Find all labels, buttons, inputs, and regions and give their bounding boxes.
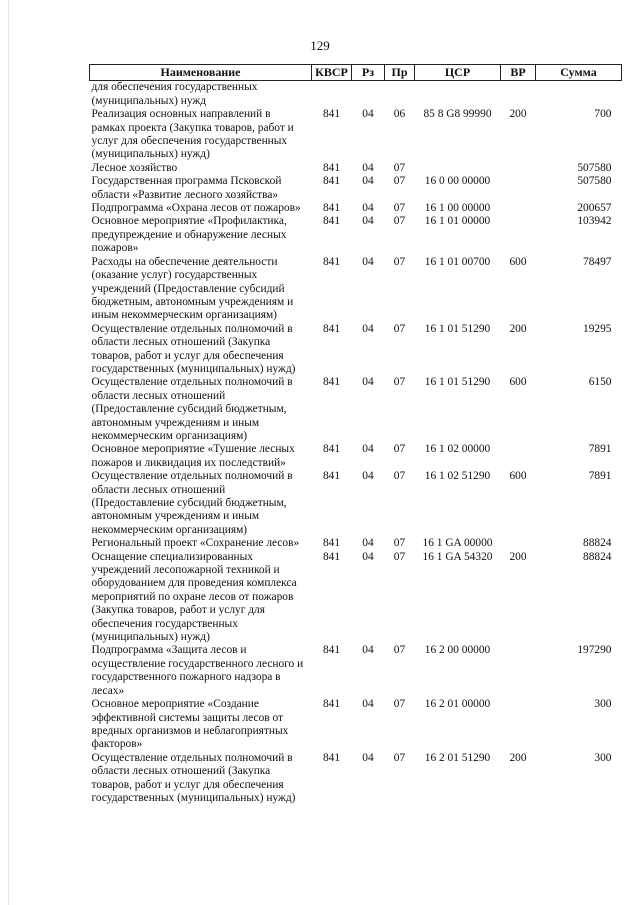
cell-name: Осуществление отдельных полномочий в области лесных отношений (Закупка товаров, работ и услуг для обеспечения государственных (муниципальных) нужд) xyxy=(91,751,296,804)
cell-rz xyxy=(352,81,385,108)
cell-vr xyxy=(501,644,536,698)
cell-rz: 04 xyxy=(362,215,374,228)
header-pr: Пр xyxy=(385,65,415,81)
header-vr: ВР xyxy=(501,65,536,81)
cell-rz: 04 xyxy=(362,443,374,456)
cell-pr: 07 xyxy=(393,215,406,228)
cell-csr: 16 0 00 00000 xyxy=(424,175,491,188)
cell-vr xyxy=(501,175,536,202)
cell-vr xyxy=(501,443,536,470)
cell-rz: 04 xyxy=(362,322,374,335)
cell-kvsr: 841 xyxy=(322,322,341,335)
table-row xyxy=(90,376,622,443)
cell-pr: 06 xyxy=(393,108,406,121)
table-row xyxy=(90,202,622,215)
cell-csr: 16 1 02 00000 xyxy=(424,443,491,456)
cell-sum: 507580 xyxy=(577,175,612,188)
cell-kvsr: 841 xyxy=(322,698,341,711)
cell-name: для обеспечения государственных (муниципальных) нужд xyxy=(91,81,258,107)
cell-rz: 04 xyxy=(362,255,374,268)
cell-sum: 7891 xyxy=(588,470,612,483)
cell-name: Подпрограмма «Защита лесов и осуществление государственного лесного и государственного пожарного надзора в лесах» xyxy=(91,644,304,697)
cell-csr: 16 2 01 00000 xyxy=(424,698,491,711)
cell-pr: 07 xyxy=(393,161,406,174)
cell-rz: 04 xyxy=(362,550,374,563)
cell-sum: 19295 xyxy=(583,322,612,335)
cell-kvsr: 841 xyxy=(322,255,341,268)
cell-pr: 07 xyxy=(393,255,406,268)
cell-kvsr: 841 xyxy=(322,202,341,215)
cell-name: Осуществление отдельных полномочий в области лесных отношений (Предоставление субсидий бюджетным, автономным учреждениям и иным некоммерческим организациям) xyxy=(91,376,293,442)
cell-sum: 7891 xyxy=(588,443,612,456)
cell-sum: 88824 xyxy=(583,550,612,563)
cell-vr: 200 xyxy=(509,550,527,563)
cell-pr: 07 xyxy=(393,202,406,215)
cell-sum xyxy=(536,81,622,108)
cell-rz: 04 xyxy=(362,175,374,188)
table-row xyxy=(90,108,622,162)
cell-name: Основное мероприятие «Создание эффективной системы защиты лесов от вредных организмов и неблагоприятных факторов» xyxy=(91,698,289,751)
cell-sum: 300 xyxy=(594,751,612,764)
cell-sum: 300 xyxy=(594,698,612,711)
cell-pr: 07 xyxy=(393,322,406,335)
table-row xyxy=(90,698,622,752)
header-rz: Рз xyxy=(352,65,385,81)
cell-name: Расходы на обеспечение деятельности (оказание услуг) государственных учреждений (Предоставление субсидий бюджетным, автономным учреждениям и иным некоммерческим организациям) xyxy=(91,255,294,322)
cell-pr xyxy=(385,81,415,108)
table-row xyxy=(90,175,622,202)
cell-rz: 04 xyxy=(362,698,374,711)
cell-sum: 88824 xyxy=(583,537,612,550)
cell-pr: 07 xyxy=(393,470,406,483)
cell-name: Региональный проект «Сохранение лесов» xyxy=(91,537,300,550)
cell-rz: 04 xyxy=(362,161,374,174)
cell-vr: 600 xyxy=(509,376,527,389)
cell-name: Осуществление отдельных полномочий в области лесных отношений (Предоставление субсидий бюджетным, автономным учреждениям и иным некоммерческим организациям) xyxy=(91,470,293,536)
cell-rz: 04 xyxy=(362,470,374,483)
page-number: 129 xyxy=(310,38,330,53)
cell-name: Лесное хозяйство xyxy=(91,161,178,174)
cell-rz: 04 xyxy=(362,751,374,764)
cell-kvsr: 841 xyxy=(322,175,341,188)
cell-kvsr: 841 xyxy=(322,644,341,657)
cell-vr: 200 xyxy=(509,108,527,121)
cell-sum: 200657 xyxy=(577,202,612,215)
cell-vr: 600 xyxy=(509,255,527,268)
table-row xyxy=(90,551,622,645)
cell-kvsr: 841 xyxy=(322,751,341,764)
cell-pr: 07 xyxy=(393,751,406,764)
cell-kvsr: 841 xyxy=(322,161,341,174)
cell-csr: 16 1 GA 54320 xyxy=(422,550,493,563)
table-row xyxy=(90,256,622,323)
table-row xyxy=(90,323,622,377)
cell-csr: 16 1 01 00000 xyxy=(424,215,491,228)
cell-pr: 07 xyxy=(393,443,406,456)
cell-rz: 04 xyxy=(362,644,374,657)
cell-name: Осуществление отдельных полномочий в области лесных отношений (Закупка товаров, работ и услуг для обеспечения государственных (муниципальных) нужд) xyxy=(91,322,296,375)
header-csr: ЦСР xyxy=(415,65,501,81)
cell-csr xyxy=(415,81,501,108)
cell-csr: 16 1 01 51290 xyxy=(424,322,491,335)
table-row xyxy=(90,443,622,470)
cell-vr xyxy=(501,202,536,215)
cell-sum: 197290 xyxy=(577,644,612,657)
cell-sum: 103942 xyxy=(577,215,612,228)
cell-kvsr: 841 xyxy=(322,537,341,550)
cell-name: Государственная программа Псковской области «Развитие лесного хозяйства» xyxy=(91,175,282,201)
cell-name: Основное мероприятие «Профилактика, предупреждение и обнаружение лесных пожаров» xyxy=(91,215,287,255)
cell-kvsr: 841 xyxy=(322,443,341,456)
cell-vr: 200 xyxy=(509,751,527,764)
cell-csr: 16 1 GA 00000 xyxy=(422,537,493,550)
cell-name: Реализация основных направлений в рамках проекта (Закупка товаров, работ и услуг для обеспечения государственных (муниципальных) нужд) xyxy=(91,108,294,161)
cell-vr: 600 xyxy=(509,470,527,483)
cell-sum: 6150 xyxy=(588,376,612,389)
cell-name: Подпрограмма «Охрана лесов от пожаров» xyxy=(91,202,301,215)
scan-edge-line xyxy=(8,0,9,905)
budget-table xyxy=(89,64,622,805)
cell-kvsr: 841 xyxy=(322,108,341,121)
table-row xyxy=(90,470,622,537)
cell-csr: 16 2 00 00000 xyxy=(424,644,491,657)
cell-vr xyxy=(501,215,536,255)
table-row xyxy=(90,81,622,108)
cell-sum: 700 xyxy=(594,108,612,121)
cell-pr: 07 xyxy=(393,376,406,389)
cell-rz: 04 xyxy=(362,376,374,389)
cell-pr: 07 xyxy=(393,644,406,657)
cell-csr: 16 1 00 00000 xyxy=(424,202,491,215)
table-body xyxy=(90,81,622,805)
cell-vr xyxy=(501,537,536,550)
table-row xyxy=(90,644,622,698)
table-row xyxy=(90,537,622,550)
cell-vr xyxy=(501,81,536,108)
cell-vr: 200 xyxy=(509,322,527,335)
header-name: Наименование xyxy=(90,65,312,81)
cell-rz: 04 xyxy=(362,108,374,121)
header-kvsr: КВСР xyxy=(312,65,352,81)
cell-sum: 78497 xyxy=(583,255,612,268)
cell-csr xyxy=(415,162,501,175)
table-header-row xyxy=(90,65,622,81)
cell-name: Оснащение специализированных учреждений лесопожарной техникой и оборудованием для проведения комплекса мероприятий по охране лесов от пожаров (Закупка товаров, работ и услуг для обеспечения государственных (муниципальных) нужд) xyxy=(91,550,297,644)
cell-csr: 85 8 G8 99990 xyxy=(423,108,492,121)
cell-csr: 16 1 01 51290 xyxy=(424,376,491,389)
header-sum: Сумма xyxy=(536,65,622,81)
table-row xyxy=(90,162,622,175)
cell-csr: 16 1 01 00700 xyxy=(424,255,491,268)
cell-kvsr xyxy=(312,81,352,108)
cell-kvsr: 841 xyxy=(322,470,341,483)
cell-pr: 07 xyxy=(393,550,406,563)
cell-vr xyxy=(501,698,536,752)
cell-vr xyxy=(501,162,536,175)
cell-sum: 507580 xyxy=(577,161,612,174)
table-row xyxy=(90,752,622,806)
cell-pr: 07 xyxy=(393,175,406,188)
cell-pr: 07 xyxy=(393,537,406,550)
cell-kvsr: 841 xyxy=(322,215,341,228)
cell-rz: 04 xyxy=(362,202,374,215)
cell-csr: 16 2 01 51290 xyxy=(424,751,491,764)
cell-csr: 16 1 02 51290 xyxy=(424,470,491,483)
cell-rz: 04 xyxy=(362,537,374,550)
cell-kvsr: 841 xyxy=(322,550,341,563)
cell-name: Основное мероприятие «Тушение лесных пожаров и ликвидация их последствий» xyxy=(91,443,295,469)
cell-pr: 07 xyxy=(393,698,406,711)
table-row xyxy=(90,215,622,255)
cell-kvsr: 841 xyxy=(322,376,341,389)
